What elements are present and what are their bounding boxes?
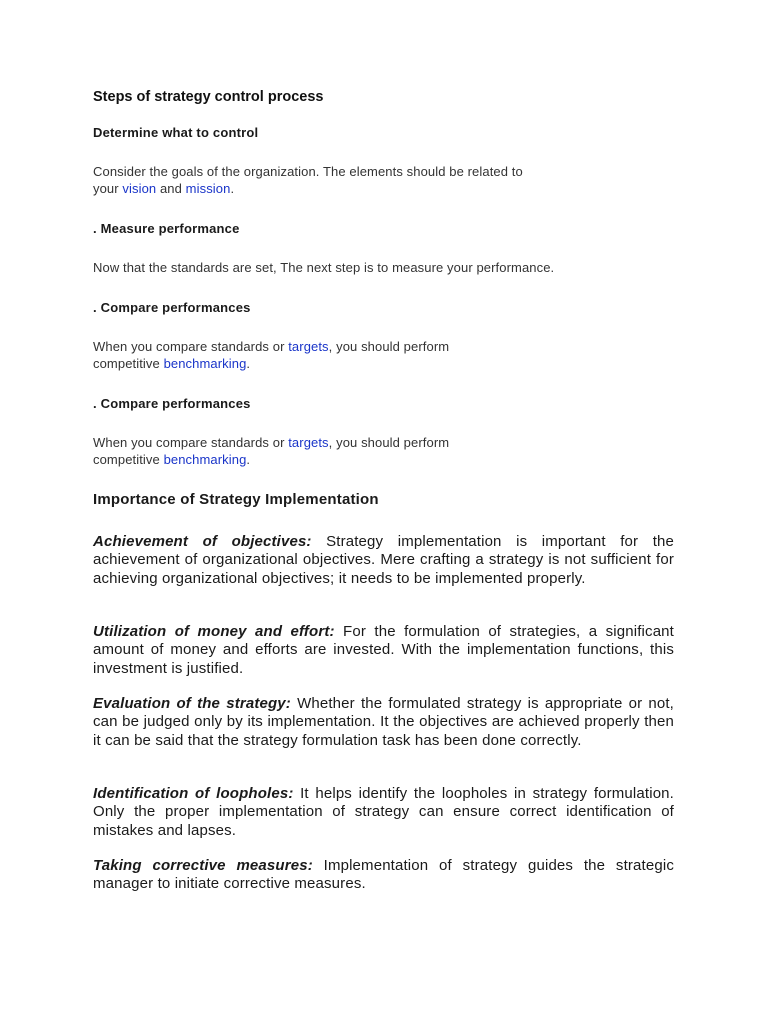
step-text-compare-repeat [93, 435, 593, 468]
step-text-determine [93, 164, 593, 197]
benchmarking-link[interactable]: benchmarking [163, 451, 247, 467]
step-heading-determine: Determine what to control [93, 125, 259, 140]
item-text: Implementation of strategy guides the strategic manager to initiate corrective measures. [93, 857, 674, 893]
item-text: Strategy implementation is important for the achievement of organizational objectives. Mere crafting a strategy is not sufficient for achieving organizational objectives; it needs to be implemented properly. [93, 533, 674, 587]
step-text-fragment: When you compare standards or [93, 339, 289, 354]
step-text-fragment: . [246, 355, 251, 371]
importance-item-corrective [93, 857, 674, 894]
item-term: Identification of loopholes: [93, 785, 294, 802]
step-text-fragment: and [156, 180, 186, 196]
step-heading-compare-repeat: . Compare performances [93, 396, 251, 411]
importance-item-utilization [93, 623, 674, 678]
vision-link[interactable]: vision [122, 180, 157, 196]
item-term: Taking corrective measures: [93, 857, 313, 874]
step-heading-compare: . Compare performances [93, 300, 251, 315]
step-text-fragment: competitive [93, 355, 164, 371]
step-text-fragment: your [93, 180, 123, 196]
mission-link[interactable]: mission [185, 180, 231, 196]
section-title-importance: Importance of Strategy Implementation [93, 491, 379, 508]
importance-item-achievement [93, 533, 674, 588]
step-text-compare [93, 339, 593, 372]
step-text-fragment: . [246, 451, 251, 467]
step-heading-measure: . Measure performance [93, 221, 240, 236]
step-text-line: Consider the goals of the organization. The elements should be related to [93, 164, 523, 179]
item-text: It helps identify the loopholes in strategy formulation. Only the proper implementation of strategy can ensure correct identification of mistakes and lapses. [93, 785, 674, 839]
targets-link[interactable]: targets [288, 339, 329, 354]
step-text-fragment: When you compare standards or [93, 435, 289, 450]
item-text: For the formulation of strategies, a significant amount of money and efforts are invested. With the implementation functions, this investment is justified. [93, 623, 674, 677]
item-term: Evaluation of the strategy: [93, 695, 291, 712]
step-text-measure: Now that the standards are set, The next step is to measure your performance. [93, 260, 555, 275]
benchmarking-link[interactable]: benchmarking [163, 355, 247, 371]
page-title: Steps of strategy control process [93, 89, 324, 105]
step-text-fragment: competitive [93, 451, 164, 467]
importance-item-evaluation [93, 695, 674, 750]
item-term: Achievement of objectives: [93, 533, 312, 550]
targets-link[interactable]: targets [288, 435, 329, 450]
step-text-fragment: , you should perform [328, 339, 450, 354]
importance-item-loopholes [93, 785, 674, 840]
step-text-fragment: . [230, 180, 235, 196]
step-text-fragment: , you should perform [328, 435, 450, 450]
item-text: Whether the formulated strategy is appropriate or not, can be judged only by its implementation. It the objectives are achieved properly then it can be said that the strategy formulation task has been done correctly. [93, 695, 674, 749]
item-term: Utilization of money and effort: [93, 623, 335, 640]
